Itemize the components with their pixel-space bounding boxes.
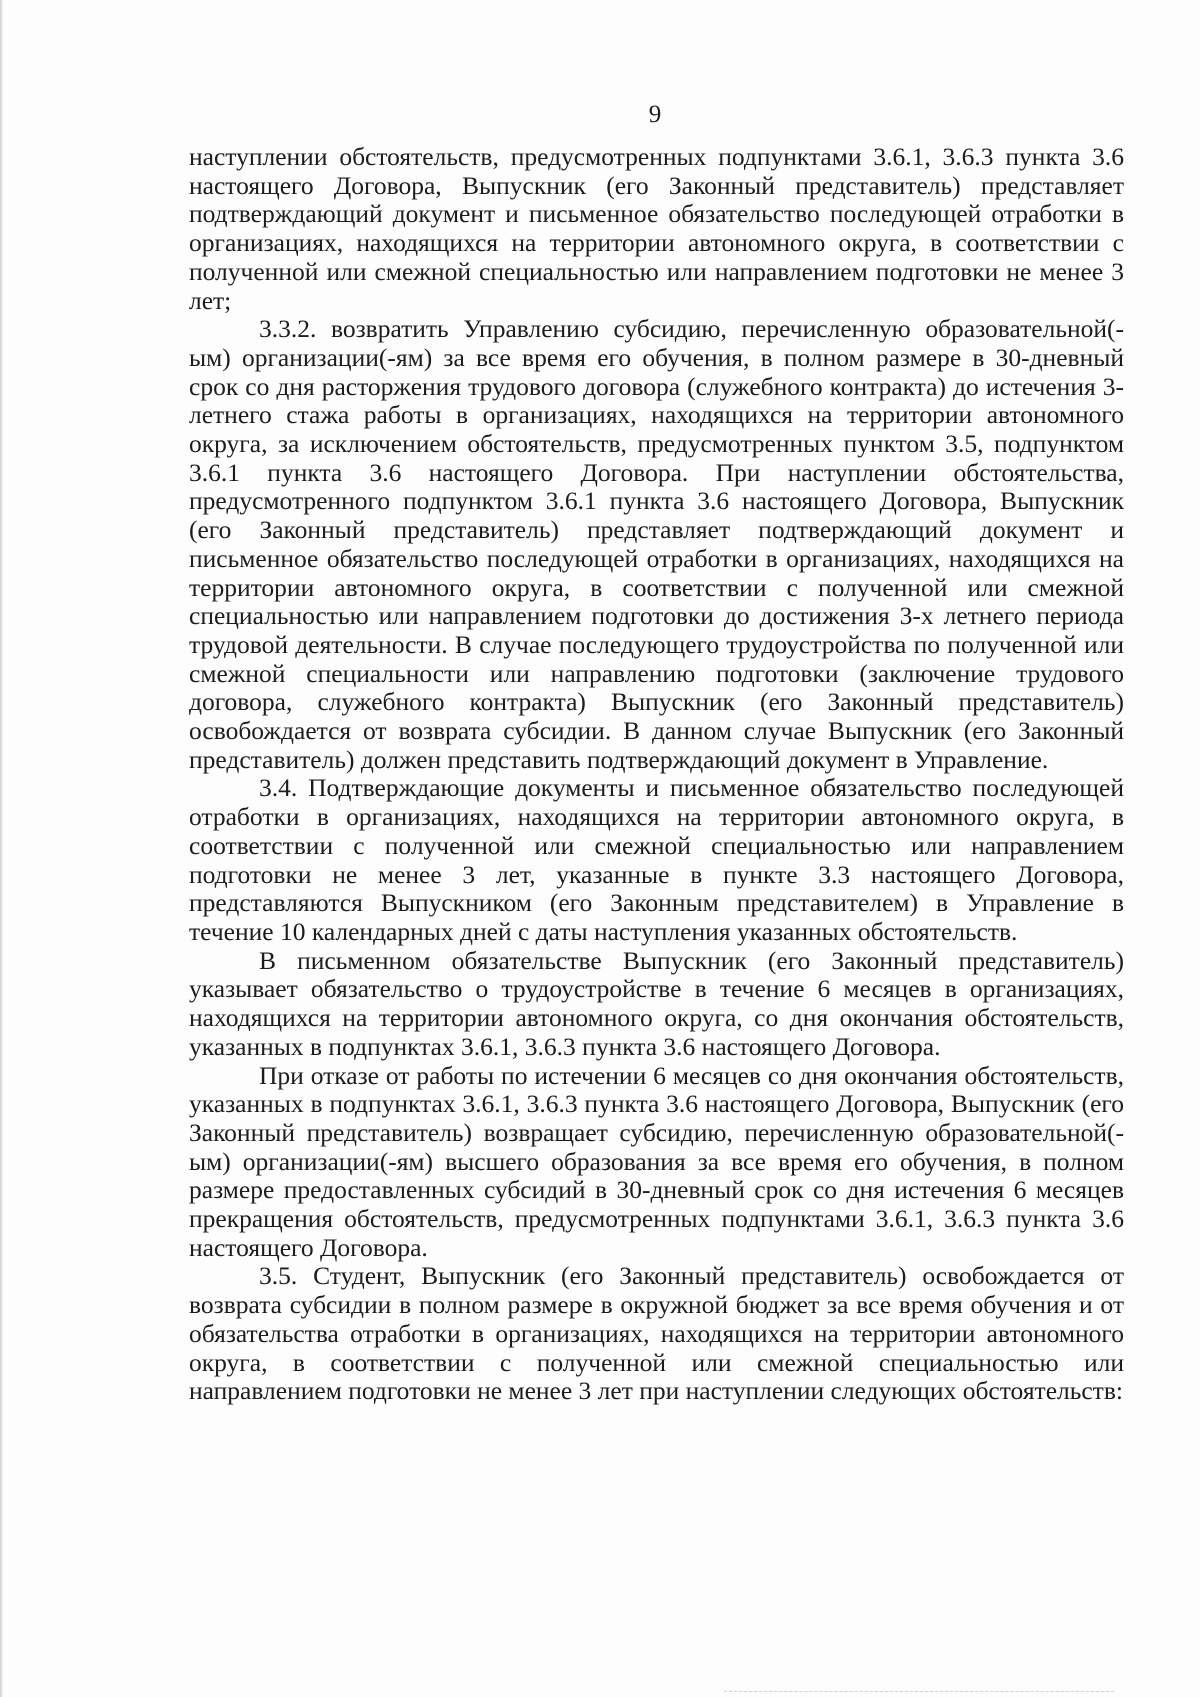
scan-artifact-line	[724, 1691, 1114, 1692]
paragraph-continuation: наступлении обстоятельств, предусмотренных подпунктами 3.6.1, 3.6.3 пункта 3.6 настоящего Договора, Выпускник (его Законный представитель) представляет подтверждающий документ и письменное обязательство последующей отработки в организациях, находящихся на территории автономного округа, в соответствии с полученной или смежной специальностью или направлением подготовки не менее 3 лет;	[189, 142, 1124, 315]
scan-edge	[0, 0, 3, 1697]
page-number: 9	[648, 101, 662, 128]
paragraph-refusal: При отказе от работы по истечении 6 месяцев со дня окончания обстоятельств, указанных в подпунктах 3.6.1, 3.6.3 пункта 3.6 настоящего Договора, Выпускник (его Законный представитель) возвращает субсидию, перечисленную образовательной(-ым) организации(-ям) высшего образования за все время его обучения, в полном размере предоставленных субсидий в 30-дневный срок со дня истечения 6 месяцев прекращения обстоятельств, предусмотренных подпунктами 3.6.1, 3.6.3 пункта 3.6 настоящего Договора.	[189, 1060, 1124, 1262]
paragraph-3-4: 3.4. Подтверждающие документы и письменное обязательство последующей отработки в организациях, находящихся на территории автономного округа, в соответствии с полученной или смежной специальностью или направлением подготовки не менее 3 лет, указанные в пункте 3.3 настоящего Договора, представляются Выпускником (его Законным представителем) в Управление в течение 10 календарных дней с даты наступления указанных обстоятельств.	[189, 773, 1124, 946]
paragraph-written-obligation: В письменном обязательстве Выпускник (его Законный представитель) указывает обязательство о трудоустройстве в течение 6 месяцев в организациях, находящихся на территории автономного округа, со дня окончания обстоятельств, указанных в подпунктах 3.6.1, 3.6.3 пункта 3.6 настоящего Договора.	[189, 945, 1124, 1061]
paragraph-3-5: 3.5. Студент, Выпускник (его Законный представитель) освобождается от возврата субсидии в полном размере в окружной бюджет за все время обучения и от обязательства отработки в организациях, находящихся на территории автономного округа, в соответствии с полученной или смежной специальностью или направлением подготовки не менее 3 лет при наступлении следующих обстоятельств:	[189, 1261, 1124, 1406]
paragraph-3-3-2: 3.3.2. возвратить Управлению субсидию, перечисленную образовательной(-ым) организации(-ям) за все время его обучения, в полном размере в 30-дневный срок со дня расторжения трудового договора (служебного контракта) до истечения 3-летнего стажа работы в организациях, находящихся на территории автономного округа, за исключением обстоятельств, предусмотренных пунктом 3.5, подпунктом 3.6.1 пункта 3.6 настоящего Договора. При наступлении обстоятельства, предусмотренного подпунктом 3.6.1 пункта 3.6 настоящего Договора, Выпускник (его Законный представитель) представляет подтверждающий документ и письменное обязательство последующей отработки в организациях, находящихся на территории автономного округа, в соответствии с полученной или смежной специальностью или направлением подготовки до достижения 3-х летнего периода трудовой деятельности. В случае последующего трудоустройства по полученной или смежной специальности или направлению подготовки (заключение трудового договора, служебного контракта) Выпускник (его Законный представитель) освобождается от возврата субсидии. В данном случае Выпускник (его Законный представитель) должен представить подтверждающий документ в Управление.	[189, 314, 1124, 774]
document-body	[189, 143, 1124, 1406]
